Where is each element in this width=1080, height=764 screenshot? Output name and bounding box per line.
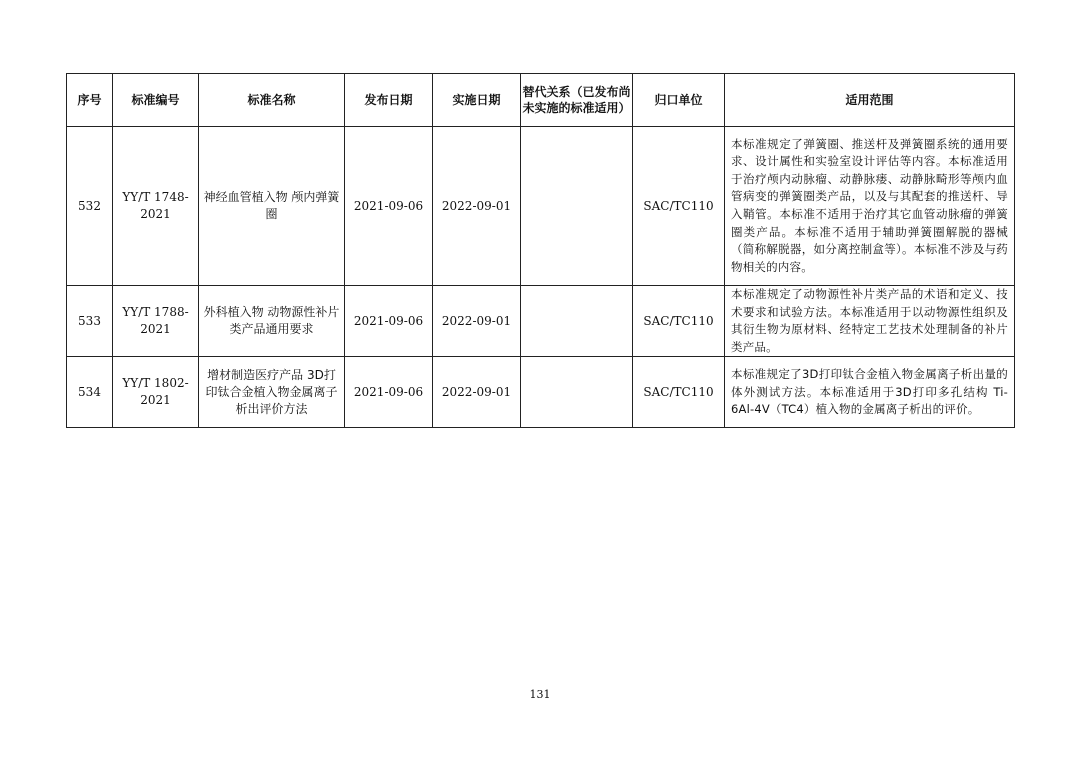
header-department: 归口单位 (633, 74, 725, 127)
cell-seq: 533 (67, 286, 113, 357)
cell-code: YY/T 1802-2021 (113, 357, 199, 428)
header-scope: 适用范围 (725, 74, 1015, 127)
header-seq: 序号 (67, 74, 113, 127)
header-code: 标准编号 (113, 74, 199, 127)
header-replacement: 替代关系（已发布尚未实施的标准适用） (521, 74, 633, 127)
cell-publish-date: 2021-09-06 (345, 286, 433, 357)
standards-table (66, 73, 1015, 428)
table-row (67, 127, 1015, 286)
cell-publish-date: 2021-09-06 (345, 357, 433, 428)
cell-department: SAC/TC110 (633, 127, 725, 286)
cell-scope: 本标准规定了3D打印钛合金植入物金属离子析出量的体外测试方法。本标准适用于3D打印多孔结构 Ti-6Al-4V（TC4）植入物的金属离子析出的评价。 (725, 357, 1015, 428)
cell-seq: 534 (67, 357, 113, 428)
cell-publish-date: 2021-09-06 (345, 127, 433, 286)
cell-name: 神经血管植入物 颅内弹簧圈 (199, 127, 345, 286)
cell-name: 外科植入物 动物源性补片类产品通用要求 (199, 286, 345, 357)
cell-code: YY/T 1788-2021 (113, 286, 199, 357)
cell-code: YY/T 1748-2021 (113, 127, 199, 286)
header-publish-date: 发布日期 (345, 74, 433, 127)
cell-department: SAC/TC110 (633, 357, 725, 428)
page-number: 131 (529, 688, 551, 701)
cell-scope: 本标准规定了弹簧圈、推送杆及弹簧圈系统的通用要求、设计属性和实验室设计评估等内容。本标准适用于治疗颅内动脉瘤、动静脉瘘、动静脉畸形等颅内血管病变的弹簧圈类产品，以及与其配套的推送杆、导入鞘管。本标准不适用于治疗其它血管动脉瘤的弹簧圈类产品。本标准不适用于辅助弹簧圈解脱的器械（简称解脱器，如分离控制盒等）。本标准不涉及与药物相关的内容。 (725, 127, 1015, 286)
table-row (67, 286, 1015, 357)
cell-replacement (521, 357, 633, 428)
cell-seq: 532 (67, 127, 113, 286)
header-effective-date: 实施日期 (433, 74, 521, 127)
cell-department: SAC/TC110 (633, 286, 725, 357)
cell-replacement (521, 286, 633, 357)
table-row (67, 357, 1015, 428)
cell-effective-date: 2022-09-01 (433, 127, 521, 286)
header-row (67, 74, 1015, 127)
cell-effective-date: 2022-09-01 (433, 286, 521, 357)
cell-scope: 本标准规定了动物源性补片类产品的术语和定义、技术要求和试验方法。本标准适用于以动物源性组织及其衍生物为原材料、经特定工艺技术处理制备的补片类产品。 (725, 286, 1015, 357)
cell-name: 增材制造医疗产品 3D打印钛合金植入物金属离子析出评价方法 (199, 357, 345, 428)
cell-effective-date: 2022-09-01 (433, 357, 521, 428)
cell-replacement (521, 127, 633, 286)
header-name: 标准名称 (199, 74, 345, 127)
